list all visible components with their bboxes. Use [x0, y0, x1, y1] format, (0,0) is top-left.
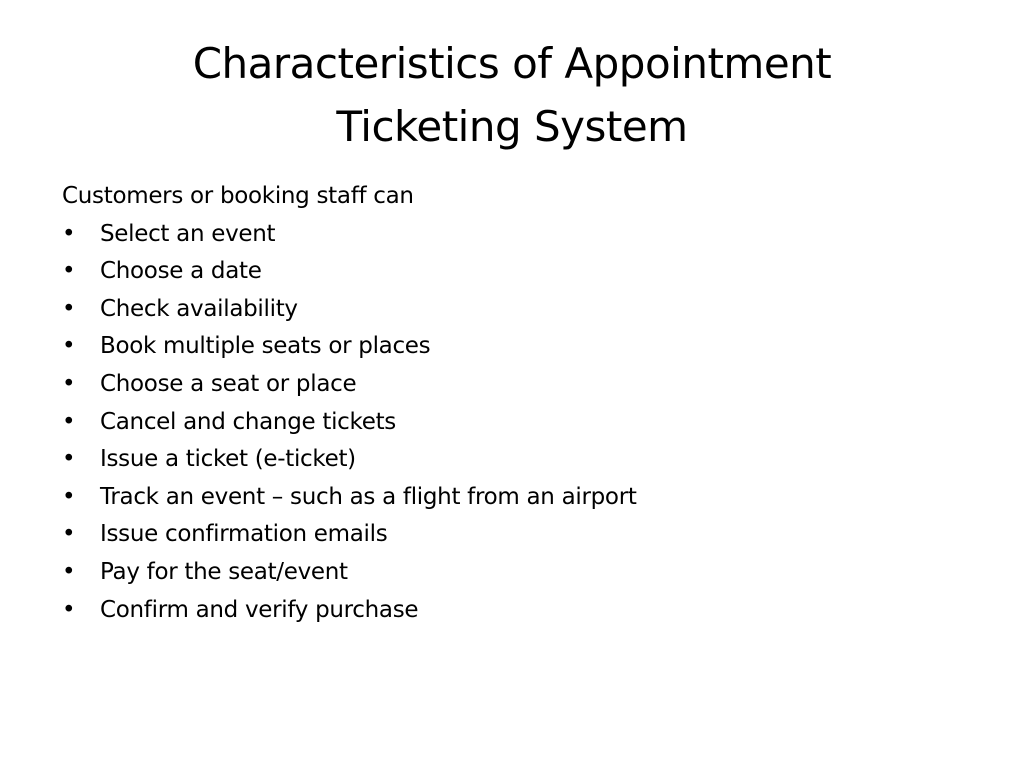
bullet-glyph: • [62, 370, 76, 397]
bullet-text: Issue a ticket (e-ticket) [100, 446, 356, 473]
bullet-text: Check availability [100, 295, 298, 322]
bullet-item [62, 366, 962, 404]
intro-text: Customers or booking staff can [62, 183, 414, 209]
bullet-glyph: • [62, 220, 76, 247]
bullet-glyph: • [62, 295, 76, 322]
bullet-text: Confirm and verify purchase [100, 596, 419, 623]
bullet-glyph: • [62, 258, 76, 285]
bullet-item [62, 554, 962, 592]
bullet-item [62, 216, 962, 254]
bullet-list [62, 216, 962, 630]
bullet-item [62, 516, 962, 554]
bullet-item [62, 328, 962, 366]
slide-title-line-1: Characteristics of Appointment [192, 39, 832, 88]
bullet-item [62, 291, 962, 329]
bullet-text: Cancel and change tickets [100, 408, 396, 435]
bullet-text: Choose a date [100, 258, 262, 285]
bullet-text: Track an event – such as a flight from an airport [100, 483, 637, 510]
bullet-glyph: • [62, 521, 76, 548]
bullet-text: Pay for the seat/event [100, 558, 348, 585]
slide-title [0, 32, 1024, 158]
bullet-item [62, 592, 962, 630]
bullet-text: Select an event [100, 220, 276, 247]
bullet-text: Issue confirmation emails [100, 521, 388, 548]
bullet-glyph: • [62, 483, 76, 510]
slide-body [62, 178, 962, 629]
bullet-glyph: • [62, 558, 76, 585]
bullet-item [62, 479, 962, 517]
bullet-item [62, 441, 962, 479]
bullet-text: Book multiple seats or places [100, 333, 431, 360]
bullet-item [62, 404, 962, 442]
bullet-glyph: • [62, 596, 76, 623]
bullet-item [62, 253, 962, 291]
bullet-glyph: • [62, 446, 76, 473]
bullet-text: Choose a seat or place [100, 370, 357, 397]
bullet-glyph: • [62, 333, 76, 360]
bullet-glyph: • [62, 408, 76, 435]
slide-title-line-2: Ticketing System [336, 102, 688, 151]
